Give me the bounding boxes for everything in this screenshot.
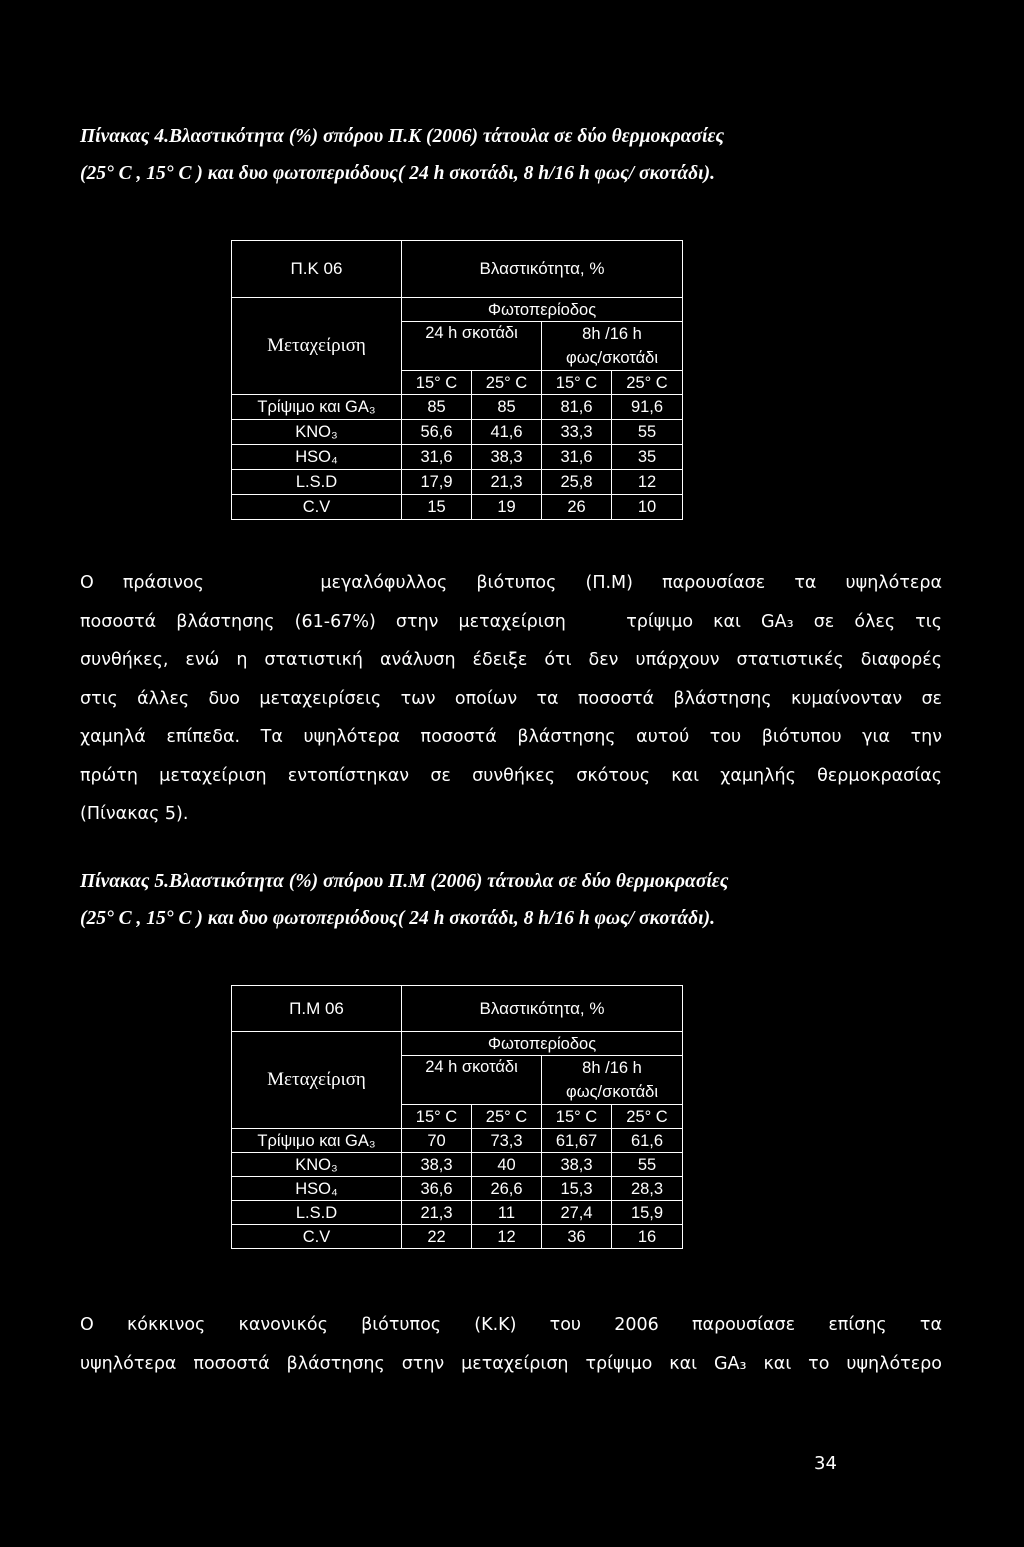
cell: 36 [542,1225,612,1249]
cell: 85 [472,395,542,420]
photoperiod-label: Φωτοπερίοδος [402,298,683,322]
cell: 38,3 [472,445,542,470]
table4 [231,240,683,520]
cell: 33,3 [542,420,612,445]
cell: 31,6 [402,445,472,470]
temp-header: 25° C [612,1105,683,1129]
cell: 15,9 [612,1201,683,1225]
cell: 28,3 [612,1177,683,1201]
period-light-line: φως/σκοτάδι [566,1083,658,1101]
row-label: HSO₄ [232,445,402,470]
treatment-label: Μεταχείριση [232,1032,402,1129]
cell: 38,3 [542,1153,612,1177]
period-dark: 24 h σκοτάδι [402,1056,542,1105]
cell: 81,6 [542,395,612,420]
row-label: C.V [232,495,402,520]
temp-header: 15° C [542,371,612,395]
text-line: υψηλότερα ποσοστά βλάστησης στην μεταχείριση τρίψιμο και GA₃ και το υψηλότερο [80,1353,942,1374]
table5 [231,985,683,1249]
text-line: (Πίνακας 5). [80,804,189,824]
table-row [232,420,683,445]
cell: 73,3 [472,1129,542,1153]
cell: 55 [612,1153,683,1177]
temp-header: 15° C [542,1105,612,1129]
period-light-line: 8h /16 h [582,1059,642,1077]
text-line: Ο κόκκινος κανονικός βιότυπος (Κ.Κ) του 2006 παρουσίασε επίσης τα [80,1315,942,1335]
text-line: στις άλλες δυο μεταχειρίσεις των οποίων τα ποσοστά βλάστησης κυμαίνονταν σε [80,688,942,709]
row-label: C.V [232,1225,402,1249]
cell: 10 [612,495,683,520]
table-row [232,1129,683,1153]
cell: 91,6 [612,395,683,420]
text-line: ποσοστά βλάστησης (61-67%) στην μεταχείριση τρίψιμο και GA₃ σε όλες τις [80,611,942,632]
cell: 12 [472,1225,542,1249]
cell: 61,67 [542,1129,612,1153]
period-light [542,1056,683,1105]
table-row [232,1153,683,1177]
row-label: KNO₃ [232,1153,402,1177]
text-line: συνθήκες, ενώ η στατιστική ανάλυση έδειξε ότι δεν υπάρχουν στατιστικές διαφορές [80,650,942,670]
cell: 85 [402,395,472,420]
cell: 27,4 [542,1201,612,1225]
cell: 41,6 [472,420,542,445]
period-light-line: φως/σκοτάδι [566,349,658,367]
row-label: KNO₃ [232,420,402,445]
cell: 22 [402,1225,472,1249]
table-row [232,1177,683,1201]
period-light-line: 8h /16 h [582,325,642,343]
table-corner: Π.Μ 06 [232,986,402,1032]
cell: 17,9 [402,470,472,495]
temp-header: 15° C [402,371,472,395]
cell: 12 [612,470,683,495]
table-corner: Π.Κ 06 [232,241,402,298]
text-line: χαμηλά επίπεδα. Τα υψηλότερα ποσοστά βλάστησης αυτού του βιότυπου για την [80,727,942,747]
table-row [232,495,683,520]
cell: 70 [402,1129,472,1153]
table-row [232,470,683,495]
row-label: L.S.D [232,470,402,495]
cell: 31,6 [542,445,612,470]
cell: 15,3 [542,1177,612,1201]
caption-line: (25° C , 15° C ) και δυο φωτοπεριόδους( 24 h σκοτάδι, 8 h/16 h φως/ σκοτάδι). [80,908,715,929]
period-dark: 24 h σκοτάδι [402,322,542,371]
cell: 26,6 [472,1177,542,1201]
caption-line: Πίνακας 5.Βλαστικότητα (%) σπόρου Π.Μ (2006) τάτουλα σε δύο θερμοκρασίες [80,871,729,892]
row-label: HSO₄ [232,1177,402,1201]
cell: 19 [472,495,542,520]
cell: 55 [612,420,683,445]
cell: 56,6 [402,420,472,445]
caption-line: (25° C , 15° C ) και δυο φωτοπεριόδους( 24 h σκοτάδι, 8 h/16 h φως/ σκοτάδι). [80,163,715,184]
cell: 15 [402,495,472,520]
cell: 36,6 [402,1177,472,1201]
text-line: πρώτη μεταχείριση εντοπίστηκαν σε συνθήκες σκότους και χαμηλής θερμοκρασίας [80,765,942,786]
table-row [232,395,683,420]
cell: 25,8 [542,470,612,495]
photoperiod-label: Φωτοπερίοδος [402,1032,683,1056]
period-light [542,322,683,371]
table5-caption [80,863,960,937]
temp-header: 15° C [402,1105,472,1129]
caption-line: Πίνακας 4.Βλαστικότητα (%) σπόρου Π.Κ (2006) τάτουλα σε δύο θερμοκρασίες [80,126,725,147]
cell: 11 [472,1201,542,1225]
cell: 35 [612,445,683,470]
page-number: 34 [814,1453,837,1474]
row-label: Τρίψιμο και GA₃ [232,395,402,420]
treatment-label: Μεταχείριση [232,298,402,395]
cell: 26 [542,495,612,520]
temp-header: 25° C [472,371,542,395]
cell: 38,3 [402,1153,472,1177]
table-header: Βλαστικότητα, % [402,986,683,1032]
text-line: Ο πράσινος μεγαλόφυλλος βιότυπος (Π.Μ) παρουσίασε τα υψηλότερα [80,573,942,593]
table-header: Βλαστικότητα, % [402,241,683,298]
table-row [232,445,683,470]
paragraph-2 [80,1306,942,1383]
table-row [232,1225,683,1249]
cell: 16 [612,1225,683,1249]
cell: 21,3 [472,470,542,495]
cell: 61,6 [612,1129,683,1153]
paragraph-1 [80,564,942,834]
table4-caption [80,118,960,192]
row-label: Τρίψιμο και GA₃ [232,1129,402,1153]
cell: 21,3 [402,1201,472,1225]
temp-header: 25° C [612,371,683,395]
temp-header: 25° C [472,1105,542,1129]
cell: 40 [472,1153,542,1177]
row-label: L.S.D [232,1201,402,1225]
table-row [232,1201,683,1225]
